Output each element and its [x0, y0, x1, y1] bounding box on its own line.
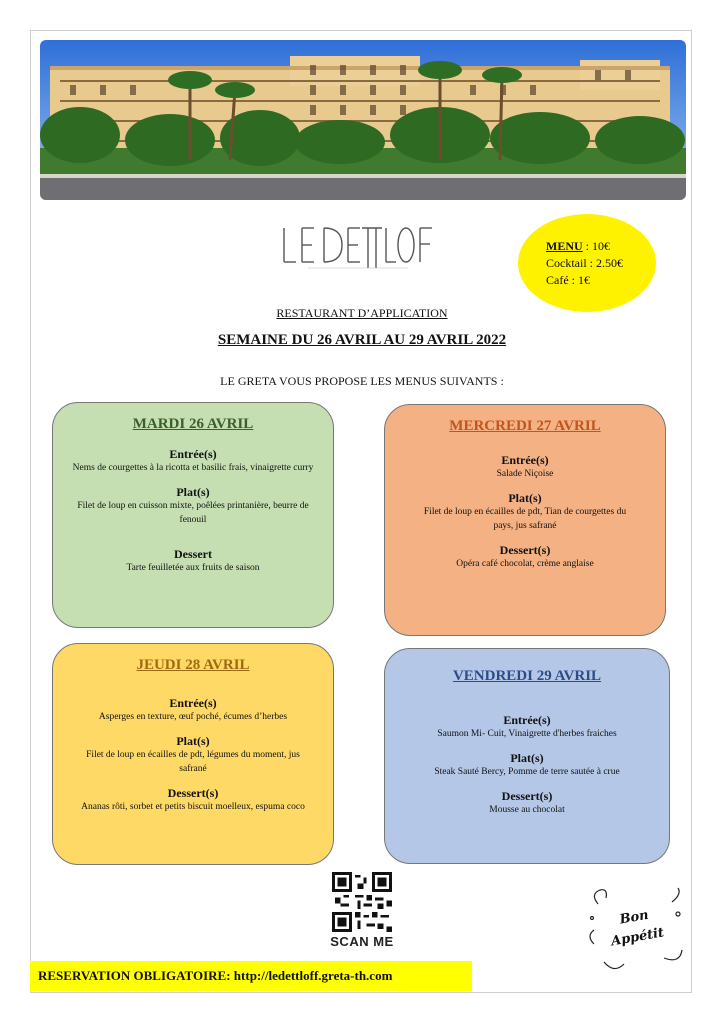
section-title: Entrée(s)	[503, 713, 551, 727]
le-dettloff-logo	[278, 222, 438, 270]
section-title: Entrée(s)	[501, 453, 549, 467]
section-text: Asperges en texture, œuf poché, écumes d’herbes	[98, 712, 288, 722]
menu-label: MENU	[546, 239, 583, 253]
section-text: Saumon Mi- Cuit, Vinaigrette d'herbes fraiches	[437, 729, 617, 739]
section-text: Mousse au chocolat	[489, 805, 565, 815]
day-title: JEUDI 28 AVRIL	[136, 657, 250, 673]
menu-price-line	[546, 238, 656, 255]
restaurant-type: RESTAURANT D’APPLICATION	[276, 306, 448, 320]
day-title: MARDI 26 AVRIL	[132, 416, 254, 432]
section-title: Plat(s)	[176, 485, 210, 499]
qr-code-icon[interactable]	[332, 872, 392, 932]
section-title: Dessert(s)	[167, 786, 219, 800]
hotel-photo	[40, 40, 686, 200]
menu-price: : 10€	[582, 239, 611, 253]
section-text: Filet de loup en écailles de pdt, Tian de courgettes du pays, jus safrané	[423, 507, 627, 531]
menu-card-friday	[384, 648, 670, 864]
menu-card-tuesday	[52, 402, 334, 628]
week-title: SEMAINE DU 26 AVRIL AU 29 AVRIL 2022	[217, 332, 507, 348]
bon-appetit-line2: Appétit	[610, 925, 666, 950]
menu-card-thursday	[52, 643, 334, 865]
section-text: Opéra café chocolat, crème anglaise	[456, 559, 594, 569]
price-bubble	[518, 214, 656, 312]
menu-card-wednesday	[384, 404, 666, 636]
section-title: Entrée(s)	[169, 447, 217, 461]
section-text: Filet de loup en cuisson mixte, poêlées printanière, beurre de fenouil	[77, 501, 309, 525]
reservation-banner[interactable]: RESERVATION OBLIGATOIRE: http://ledettloff.greta-th.com	[30, 961, 472, 991]
section-text: Filet de loup en écailles de pdt, légumes du moment, jus safrané	[86, 750, 300, 774]
section-text: Steak Sauté Bercy, Pomme de terre sautée à crue	[434, 767, 620, 777]
scan-me-label: SCAN ME	[330, 934, 394, 949]
section-title: Dessert(s)	[499, 543, 551, 557]
day-title: MERCREDI 27 AVRIL	[449, 418, 601, 434]
section-title: Plat(s)	[508, 491, 542, 505]
cafe-price: Café : 1€	[546, 273, 590, 287]
section-title: Plat(s)	[176, 734, 210, 748]
bon-appetit-line1: Bon	[618, 907, 650, 928]
section-title: Dessert(s)	[501, 789, 553, 803]
section-title: Entrée(s)	[169, 696, 217, 710]
section-text: Nems de courgettes à la ricotta et basilic frais, vinaigrette curry	[72, 463, 314, 473]
intro-text: LE GRETA VOUS PROPOSE LES MENUS SUIVANTS :	[220, 374, 504, 388]
section-title: Dessert	[174, 547, 212, 561]
section-text: Tarte feuilletée aux fruits de saison	[126, 563, 260, 573]
cocktail-price: Cocktail : 2.50€	[546, 256, 623, 270]
section-text: Ananas rôti, sorbet et petits biscuit moelleux, espuma coco	[81, 802, 305, 812]
section-text: Salade Niçoise	[496, 469, 554, 479]
section-title: Plat(s)	[510, 751, 544, 765]
day-title: VENDREDI 29 AVRIL	[452, 668, 602, 684]
